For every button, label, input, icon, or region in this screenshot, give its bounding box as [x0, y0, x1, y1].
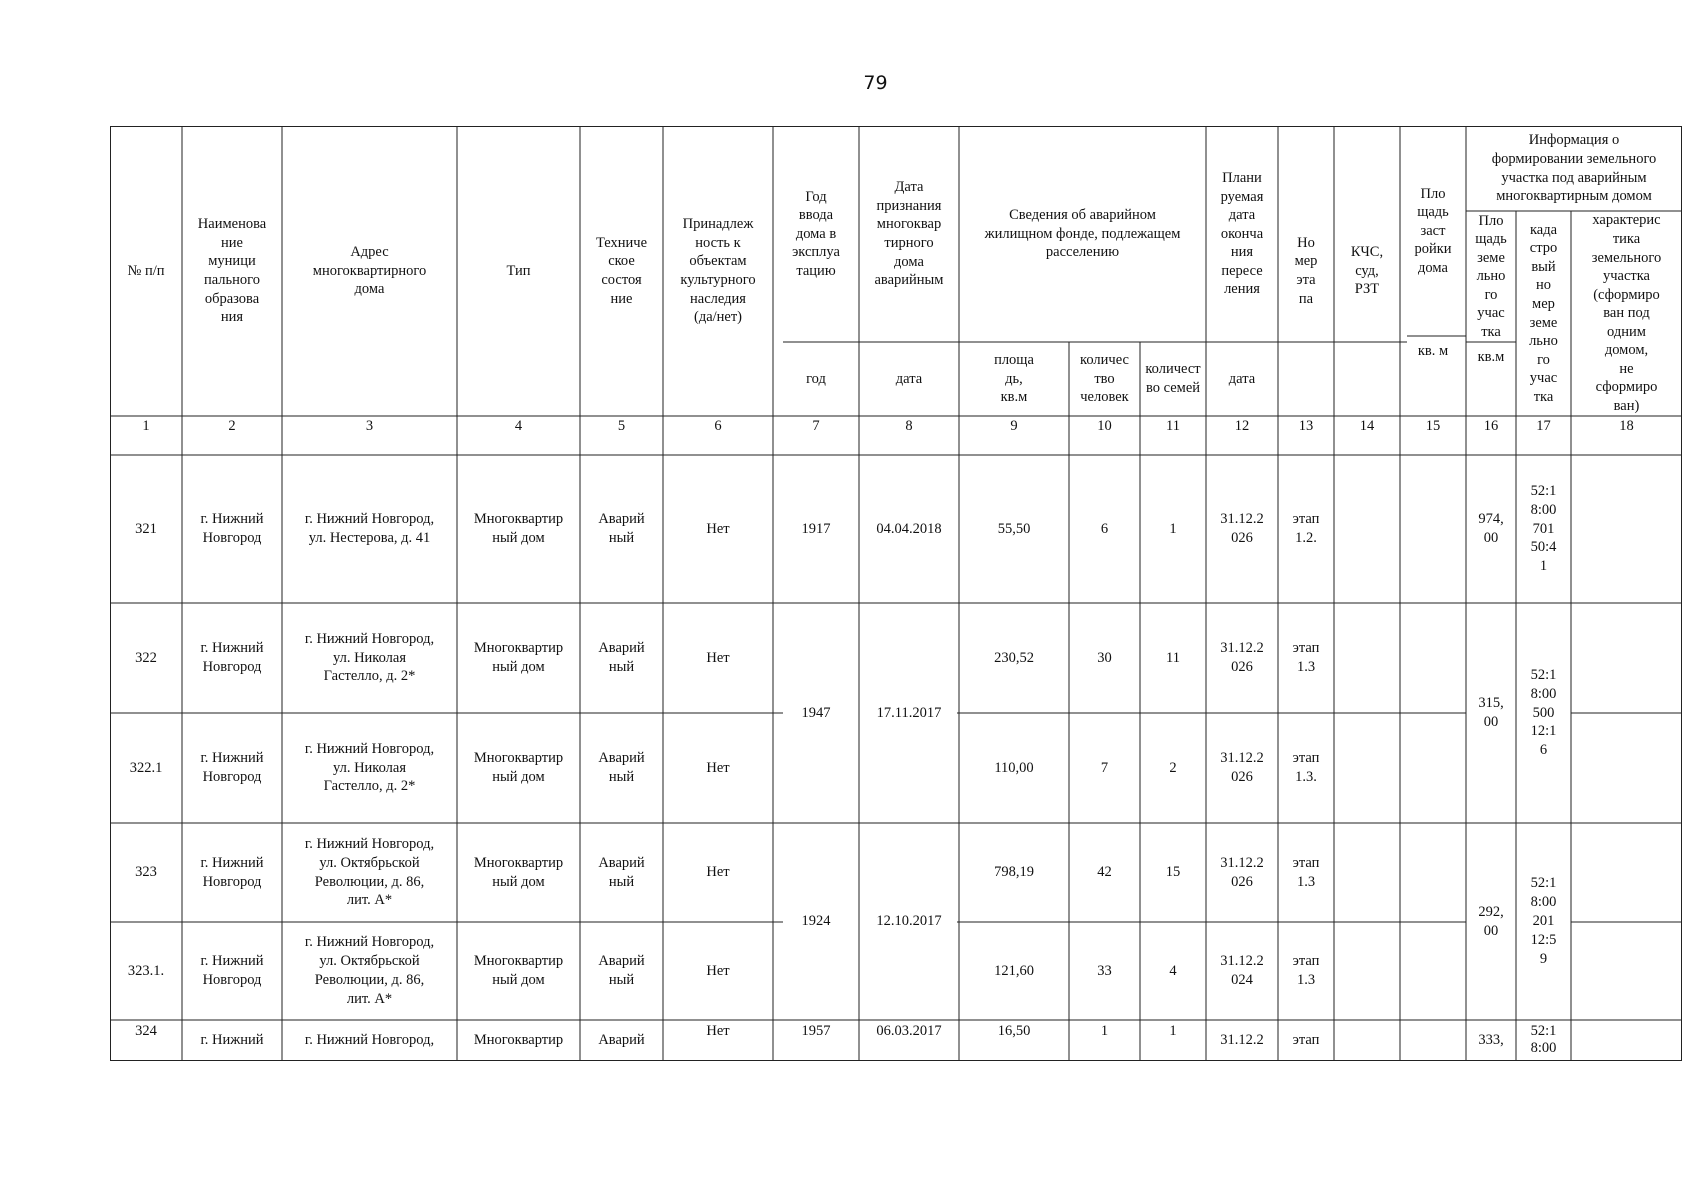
header-col-building-area: Пло щадь заст ройки дома: [1414, 185, 1452, 276]
cell-address: г. Нижний Новгород, ул. Николая Гастелло, д. 2*: [304, 630, 435, 685]
cell-heritage: Нет: [706, 520, 730, 537]
cell-stage: этап 1.3.: [1292, 750, 1320, 785]
subheader-sq-m-plot: кв.м: [1477, 349, 1505, 365]
cell-end-date: 31.12.2: [1220, 1031, 1264, 1048]
cell-heritage: Нет: [706, 1023, 730, 1039]
header-col-emergency-fund: Сведения об аварийном жилищном фонде, подлежащем расселению: [984, 207, 1181, 261]
column-number: 3: [365, 417, 374, 434]
cell-type: Многоквартир ный дом: [473, 750, 564, 785]
cell-plot-area: 333,: [1478, 1031, 1504, 1048]
subheader-people: количес тво человек: [1080, 352, 1129, 406]
header-col-municipality: Наименова ние муници пального образова ния: [197, 216, 267, 326]
column-number: 2: [228, 417, 236, 434]
column-number: 6: [714, 417, 722, 434]
cell-people: 1: [1100, 1023, 1109, 1039]
cell-end-date: 31.12.2 024: [1220, 953, 1264, 988]
column-number: 10: [1097, 417, 1112, 434]
cell-families: 1: [1169, 1023, 1177, 1039]
cell-municipality: г. Нижний Новгород: [200, 511, 264, 546]
cell-year-merged: 1947: [801, 704, 831, 721]
cell-state: Аварий ный: [598, 511, 645, 546]
subheader-date: дата: [895, 370, 923, 387]
cell-end-date: 31.12.2 026: [1220, 854, 1264, 890]
subheader-sq-m: кв. м: [1417, 343, 1449, 359]
cell-state: Аварий ный: [598, 750, 645, 785]
column-number: 13: [1298, 417, 1314, 434]
cell-plot-area: 974, 00: [1478, 511, 1504, 546]
column-number: 11: [1166, 417, 1180, 434]
cell-state: Аварий ный: [598, 640, 645, 675]
cell-type: Многоквартир ный дом: [473, 640, 564, 675]
cell-number: 323.1.: [127, 962, 165, 979]
resettlement-table: [110, 126, 1682, 1061]
header-col-technical-state: Техниче ское состоя ние: [595, 234, 648, 307]
page-number: 79: [863, 72, 888, 94]
cell-number: 323: [135, 864, 157, 881]
cell-year-merged: 1924: [801, 913, 831, 930]
cell-plot-area-merged: 292, 00: [1478, 903, 1504, 939]
cell-type: Многоквартир: [473, 1031, 564, 1048]
column-number: 7: [812, 417, 820, 434]
column-number: 9: [1010, 417, 1018, 434]
subheader-area: площа дь, кв.м: [994, 352, 1034, 406]
header-col-land-plot-info: Информация о формировании земельного участка под аварийным многоквартирным домом: [1491, 132, 1657, 205]
cell-municipality: г. Нижний Новгород: [200, 750, 264, 785]
cell-stage: этап 1.2.: [1292, 511, 1320, 546]
header-col-plot-area: Пло щадь земе льно го учас тка: [1475, 212, 1507, 340]
cell-people: 33: [1097, 962, 1112, 979]
cell-people: 7: [1100, 759, 1109, 776]
header-col-number: № п/п: [127, 262, 165, 279]
cell-municipality: г. Нижний Новгород: [200, 953, 264, 988]
header-col-recognition-date: Дата признания многоквар тирного дома аварийным: [874, 179, 944, 289]
cell-families: 4: [1169, 962, 1177, 979]
cell-stage: этап 1.3: [1292, 953, 1320, 988]
header-col-plot-characteristic: характерис тика земельного участка (сформиро ван под одним домом, не сформиро ван): [1591, 212, 1662, 414]
cell-municipality: г. Нижний Новгород: [200, 854, 264, 890]
cell-number: 324: [135, 1023, 157, 1039]
cell-cadastral: 52:1 8:00: [1530, 1022, 1557, 1056]
cell-address: г. Нижний Новгород, ул. Николая Гастелло, д. 2*: [304, 740, 435, 795]
cell-date: 06.03.2017: [876, 1023, 942, 1039]
subheader-end-date: дата: [1228, 370, 1256, 387]
header-col-stage: Но мер эта па: [1294, 234, 1318, 307]
cell-heritage: Нет: [706, 759, 730, 776]
cell-type: Многоквартир ный дом: [473, 953, 564, 988]
cell-stage: этап 1.3: [1292, 854, 1320, 890]
cell-number: 322.1: [129, 759, 163, 776]
cell-area: 55,50: [997, 520, 1031, 537]
cell-heritage: Нет: [706, 649, 730, 666]
header-col-address: Адрес многоквартирного дома: [312, 244, 427, 298]
cell-type: Многоквартир ный дом: [473, 854, 564, 890]
header-col-planned-end: Плани руемая дата оконча ния пересе ления: [1220, 170, 1264, 298]
cell-address: г. Нижний Новгород, ул. Октябрьской Революции, д. 86, лит. А*: [304, 934, 435, 1007]
subheader-year: год: [806, 370, 826, 387]
column-number: 15: [1425, 417, 1441, 434]
cell-plot-area-merged: 315, 00: [1478, 695, 1504, 730]
cell-families: 2: [1169, 759, 1177, 776]
cell-people: 42: [1097, 864, 1112, 881]
cell-heritage: Нет: [706, 962, 730, 979]
header-col-type: Тип: [506, 262, 531, 279]
cell-year: 1917: [801, 520, 831, 537]
column-number: 4: [514, 417, 523, 434]
cell-date-merged: 12.10.2017: [876, 913, 942, 930]
cell-address: г. Нижний Новгород, ул. Нестерова, д. 41: [304, 511, 435, 546]
header-col-kchs: КЧС, суд, РЗТ: [1350, 244, 1384, 298]
header-col-heritage: Принадлеж ность к объектам культурного наследия (да/нет): [680, 216, 756, 326]
subheader-families: количест во семей: [1145, 361, 1201, 396]
cell-date-merged: 17.11.2017: [876, 704, 942, 721]
cell-stage: этап 1.3: [1292, 640, 1320, 675]
cell-state: Аварий: [598, 1031, 645, 1048]
column-number: 16: [1483, 417, 1499, 434]
cell-families: 15: [1165, 864, 1181, 881]
cell-cadastral-merged: 52:1 8:00 201 12:5 9: [1530, 875, 1557, 967]
cell-heritage: Нет: [706, 864, 730, 881]
cell-families: 11: [1166, 649, 1180, 666]
cell-date: 04.04.2018: [876, 520, 942, 537]
cell-type: Многоквартир ный дом: [473, 511, 564, 546]
cell-people: 30: [1097, 649, 1112, 666]
cell-area: 798,19: [994, 864, 1034, 881]
cell-end-date: 31.12.2 026: [1220, 511, 1264, 546]
cell-area: 110,00: [994, 759, 1034, 776]
column-number: 5: [617, 417, 626, 434]
cell-municipality: г. Нижний Новгород: [200, 640, 264, 675]
cell-cadastral-merged: 52:1 8:00 500 12:1 6: [1530, 666, 1557, 759]
column-number: 1: [142, 417, 150, 434]
cell-area: 16,50: [997, 1023, 1031, 1039]
cell-state: Аварий ный: [598, 953, 645, 988]
cell-cadastral: 52:1 8:00 701 50:4 1: [1530, 482, 1557, 575]
cell-end-date: 31.12.2 026: [1220, 750, 1264, 785]
cell-area: 230,52: [994, 649, 1034, 666]
cell-area: 121,60: [994, 962, 1034, 979]
cell-number: 321: [135, 520, 157, 537]
cell-families: 1: [1169, 520, 1177, 537]
column-number: 14: [1359, 417, 1375, 434]
column-number: 18: [1619, 417, 1634, 434]
cell-end-date: 31.12.2 026: [1220, 640, 1264, 675]
column-number: 17: [1536, 417, 1551, 434]
cell-state: Аварий ный: [598, 854, 645, 890]
header-col-year: Год ввода дома в эксплуа тацию: [792, 188, 840, 279]
cell-address: г. Нижний Новгород,: [304, 1031, 435, 1048]
cell-number: 322: [135, 649, 157, 666]
column-number: 8: [905, 417, 913, 434]
cell-year: 1957: [801, 1023, 831, 1039]
cell-municipality: г. Нижний: [200, 1031, 264, 1048]
header-col-cadastral: када стро вый но мер земе льно го учас тка: [1529, 221, 1558, 405]
cell-address: г. Нижний Новгород, ул. Октябрьской Революции, д. 86, лит. А*: [304, 835, 435, 909]
cell-stage: этап: [1292, 1031, 1320, 1048]
column-number: 12: [1234, 417, 1250, 434]
cell-people: 6: [1100, 520, 1109, 537]
